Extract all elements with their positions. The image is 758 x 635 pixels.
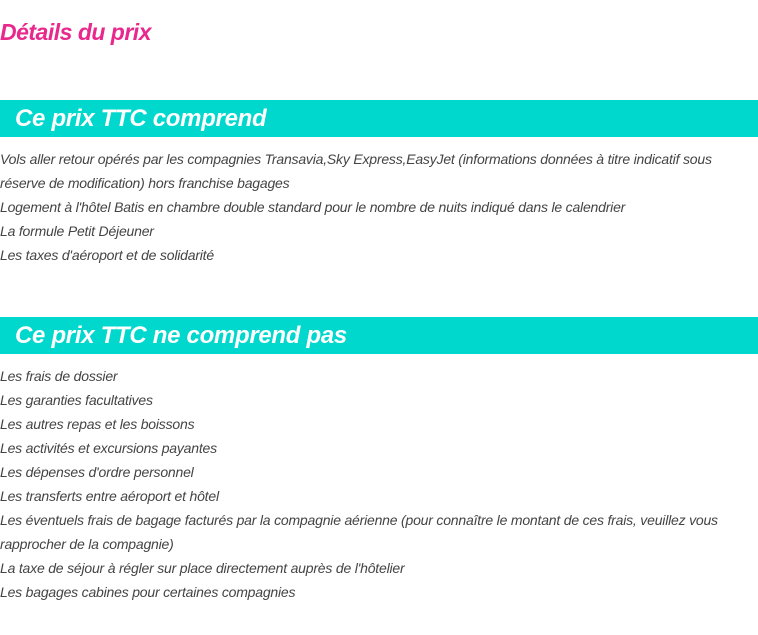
excluded-item: Les activités et excursions payantes bbox=[0, 440, 217, 456]
excluded-item: Les frais de dossier bbox=[0, 368, 118, 384]
excluded-item: Les dépenses d'ordre personnel bbox=[0, 464, 194, 480]
included-heading: Ce prix TTC comprend bbox=[0, 100, 758, 137]
excluded-item: Les garanties facultatives bbox=[0, 392, 153, 408]
excluded-item: Les éventuels frais de bagage facturés par la compagnie aérienne (pour connaître le montant de ces frais, veuillez vous rapprocher de la compagnie) bbox=[0, 512, 718, 552]
included-item: Les taxes d'aéroport et de solidarité bbox=[0, 247, 214, 263]
excluded-item: Les transferts entre aéroport et hôtel bbox=[0, 488, 219, 504]
excluded-heading: Ce prix TTC ne comprend pas bbox=[0, 317, 758, 354]
included-item: Logement à l'hôtel Batis en chambre double standard pour le nombre de nuits indiqué dans le calendrier bbox=[0, 199, 626, 215]
page-title: Détails du prix bbox=[0, 19, 151, 45]
included-list bbox=[0, 147, 758, 267]
included-section bbox=[0, 100, 758, 267]
excluded-list bbox=[0, 364, 758, 604]
included-item: Vols aller retour opérés par les compagnies Transavia,Sky Express,EasyJet (informations données à titre indicatif sous réserve de modification) hors franchise bagages bbox=[0, 151, 712, 191]
excluded-item: Les autres repas et les boissons bbox=[0, 416, 195, 432]
excluded-section bbox=[0, 317, 758, 604]
excluded-item: La taxe de séjour à régler sur place directement auprès de l'hôtelier bbox=[0, 560, 405, 576]
included-item: La formule Petit Déjeuner bbox=[0, 223, 154, 239]
excluded-item: Les bagages cabines pour certaines compagnies bbox=[0, 584, 296, 600]
